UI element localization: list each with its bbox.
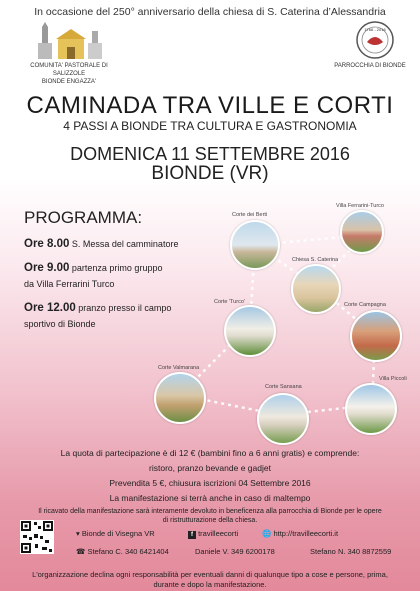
corte-valmarana-photo: [154, 372, 206, 424]
charity-info: Il ricavato della manifestazione sarà interamente devoluto in beneficenza alla parrocchia di Bionde per le opere di ristrutturazione della chiesa.: [38, 508, 382, 524]
program-item: Ore 8.00 S. Messa del camminatore: [24, 238, 179, 250]
phone-row: [76, 547, 169, 556]
weather-info: La manifestazione si terrà anche in caso di maltempo: [109, 493, 311, 503]
event-city: BIONDE (VR): [151, 163, 269, 184]
chiesa-photo: [291, 264, 341, 314]
right-organization: PARROCCHIA DI BIONDE: [334, 63, 406, 69]
phone-stefano-n[interactable]: Stefano N. 340 8872559: [310, 547, 392, 556]
presale-info: Prevendita 5 €, chiusura iscrizioni 04 Settembre 2016: [109, 478, 311, 488]
parish-seal: [355, 20, 395, 60]
community-logo: [34, 21, 106, 61]
place-label: Corte dei Berti: [232, 212, 268, 218]
map-pin-icon: ▾: [76, 529, 80, 538]
fee-includes: ristoro, pranzo bevande e gadjet: [149, 463, 271, 473]
program-item: Ore 9.00 partenza primo gruppo: [24, 262, 163, 274]
place-label: Corte Valmarana: [158, 365, 200, 371]
facebook-icon: f: [188, 531, 196, 539]
globe-icon: 🌐: [262, 529, 272, 538]
fee-info: La quota di partecipazione è di 12 € (bambini fino a 6 anni gratis) e comprende:: [60, 448, 360, 458]
event-title: CAMINADA TRA VILLE E CORTI: [26, 92, 394, 119]
villa-ferrarini-photo: [340, 210, 384, 254]
corte-sansana-photo: [257, 393, 309, 445]
place-label: Corte Campagna: [344, 302, 386, 308]
program-item: Ore 12.00 pranzo presso il campo: [24, 302, 172, 314]
corte-dei-berti-photo: [230, 220, 280, 270]
phone-daniele[interactable]: Daniele V. 349 6200178: [195, 547, 275, 556]
program-item: sportivo di Bionde: [24, 319, 96, 329]
place-label: Corte Sansana: [265, 384, 302, 390]
corte-turco-photo: [224, 305, 276, 357]
qr-code[interactable]: [20, 520, 54, 554]
place-label: Villa Piccoli: [379, 376, 407, 382]
location-row: ▾ Bionde di Visegna VR: [76, 529, 155, 538]
phone-stefano-c[interactable]: Stefano C. 340 6421404: [87, 547, 169, 556]
event-date: DOMENICA 11 SETTEMBRE 2016: [70, 144, 350, 164]
event-subtitle: 4 PASSI A BIONDE TRA CULTURA E GASTRONOMIA: [63, 119, 357, 133]
place-label: Chiesa S. Caterina: [292, 257, 339, 263]
villa-piccoli-photo: [345, 383, 397, 435]
program-item: da Villa Ferrarini Turco: [24, 279, 115, 289]
website-row[interactable]: 🌐 http://travilleecorti.it: [262, 529, 339, 538]
place-label: Corte 'Turco': [214, 299, 245, 305]
place-label: Villa Ferrarini-Turco: [336, 203, 384, 209]
phone-icon: ☎: [76, 547, 86, 556]
facebook-row[interactable]: f travilleecorti: [188, 529, 238, 539]
corte-campagna-photo: [350, 310, 402, 362]
program-title: PROGRAMMA:: [24, 208, 143, 227]
disclaimer: L'organizzazione declina ogni responsabilità per eventuali danni di qualunque tipo a cose e persone, prima, durante e dopo la manifestazione.: [32, 570, 388, 589]
seal-text: 1766 - 2016: [364, 27, 386, 32]
occasion-text: In occasione del 250° anniversario della chiesa di S. Caterina d’Alessandria: [34, 6, 386, 18]
left-organization: COMUNITA' PASTORALE DI SALIZZOLE BIONDE ENGAZZA': [30, 63, 108, 85]
